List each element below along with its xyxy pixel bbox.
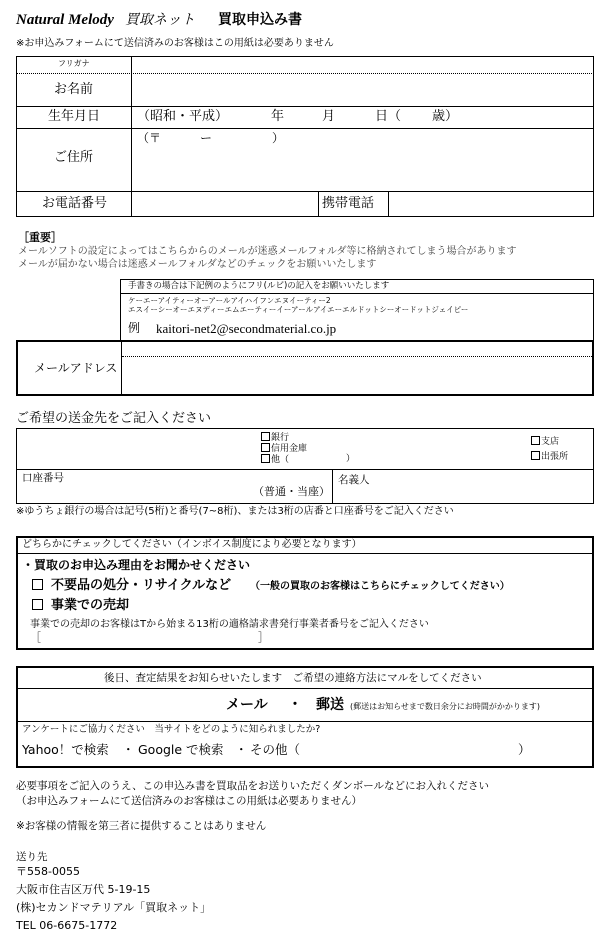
survey-option-yahoo[interactable]: Yahoo！で検索 [22,742,109,757]
survey-question: アンケートにご協力ください 当サイトをどのように知られましたか? [22,724,321,735]
invoice-number-field[interactable] [44,632,256,646]
send-to-company: (株)セカンドマテリアル「買取ネット」 [16,901,212,914]
send-to-postal: 〒558-0055 [16,865,80,878]
privacy-note: ※お客様の情報を第三者に提供することはありません [16,820,267,832]
email-ruby-1: ケーエーアイティーオーアールアイハイフンエヌイーティー2 [128,296,331,305]
name-field[interactable] [133,75,591,105]
important-line-1: メールソフトの設定によってはこちらからのメールが迷惑メールフォルダ等に格納されてしまう場合があります [18,246,517,257]
furigana-label: フリガナ [58,59,90,68]
email-field[interactable] [124,358,590,392]
phone-field[interactable] [133,193,316,215]
mobile-field[interactable] [390,193,592,215]
birth-label: 生年月日 [48,109,101,124]
account-holder-field[interactable] [380,472,590,502]
survey-close: ） [518,742,531,757]
option-disposal-note: （一般の買取のお客様はこちらにチェックしてください） [250,581,510,592]
send-to-label: 送り先 [16,851,48,863]
invoice-heading: どちらかにチェックしてください（インボイス制度により必要となります） [22,539,362,550]
bank-option-bank[interactable]: 銀行 [261,432,289,443]
important-line-2: メールが届かない場合は迷惑メールフォルダなどのチェックをお願いいたします [18,259,377,270]
address-field[interactable] [133,148,591,190]
bank-option-other-close: ） [346,454,356,464]
account-holder-label: 名義人 [338,474,370,486]
business-note: 事業での売却のお客様はTから始まる13桁の適格請求書発行事業者番号をご記入ください [30,619,429,630]
checkbox-icon [32,579,43,590]
branch-option-branch[interactable]: 支店 [531,436,559,447]
checkbox-icon [261,432,270,441]
branch-name-field[interactable] [360,431,525,467]
account-number-label: 口座番号 [22,472,64,484]
email-label: メールアドレス [34,361,118,375]
send-to-address: 大阪市住吉区万代 5-19-15 [16,883,151,896]
option-business[interactable]: 事業での売却 [32,599,129,614]
postal-dash: ー [200,131,213,145]
submission-note: ※お申込みフォームにて送信済みのお客様はこの用紙は必要ありません [16,38,334,49]
important-heading: ［重要］ [18,231,62,244]
contact-option-post[interactable]: 郵送 [316,697,344,713]
brand-name: Natural Melody [16,12,114,28]
birth-year-unit: 年 [271,109,285,124]
birth-era[interactable]: （昭和・平成） [137,109,229,124]
contact-option-mail[interactable]: メール [226,697,268,713]
footer-instruction-1: 必要事項をご記入のうえ、この申込み書を買取品をお送りいただくダンボールなどにお入れください [16,780,490,792]
checkbox-icon [531,436,540,445]
bank-name-field[interactable] [20,431,256,467]
yucho-note: ※ゆうちょ銀行の場合は記号(5桁)と番号(7~8桁)、または3桁の店番と口座番号をご記入ください [16,506,454,517]
invoice-bracket-open: ［ [30,631,41,644]
account-number-field[interactable] [20,486,250,502]
send-to-tel: TEL 06-6675-1772 [16,919,118,932]
survey-option-other[interactable]: その他（ [250,742,301,757]
branch-option-office[interactable]: 出張所 [531,451,568,462]
post-note: (郵送はお知らせまで数日余分にお時間がかかります) [350,702,540,711]
footer-instruction-2: （お申込みフォームにて送信済みのお客様はこの用紙は必要ありません） [16,795,362,807]
bank-option-other[interactable]: 他（ [261,454,289,465]
bank-option-credit[interactable]: 信用金庫 [261,443,307,454]
form-title: 買取申込み書 [218,12,302,28]
birth-month-unit: 月 [322,109,336,124]
mobile-label: 携帯電話 [322,196,375,211]
email-example-value: kaitori-net2@secondmaterial.co.jp [156,321,337,336]
phone-label: お電話番号 [42,196,108,211]
contact-heading: 後日、査定結果をお知らせいたします ご希望の連絡方法にマルをしてください [104,672,482,684]
name-label: お名前 [54,82,94,97]
birth-day-unit: 日（ [375,109,402,124]
survey-other-field[interactable] [325,743,515,759]
contact-separator: ・ [288,697,302,713]
invoice-bracket-close: ］ [258,631,269,644]
survey-option-google[interactable]: Google で検索 [138,742,224,757]
service-name: 買取ネット [125,12,195,28]
postal-close: ） [272,131,285,145]
option-disposal[interactable]: 不要品の処分・リサイクルなど [32,579,231,594]
account-type[interactable]: （普通・当座） [253,485,330,498]
email-ruby-2: エスイーシーオーエヌディーエムエーティーイーアールアイエーエルドットシーオードットジェイピー [128,305,469,314]
checkbox-icon [261,443,270,452]
checkbox-icon [261,454,270,463]
survey-separator-2: ・ [235,742,248,757]
checkbox-icon [32,599,43,610]
reason-question: ・買取のお申込み理由をお聞かせください [22,558,251,572]
email-example-label: 例 [128,321,141,335]
checkbox-icon [531,451,540,460]
address-label: ご住所 [54,150,94,165]
age-unit: 歳） [432,109,459,124]
email-instruction: 手書きの場合は下記例のようにフリ(ルビ)の記入をお願いいたします [128,281,390,291]
postal-mark: （〒 [137,131,162,145]
furigana-field[interactable] [133,58,591,72]
bank-heading: ご希望の送金先をご記入ください [16,411,212,426]
survey-separator-1: ・ [122,742,135,757]
